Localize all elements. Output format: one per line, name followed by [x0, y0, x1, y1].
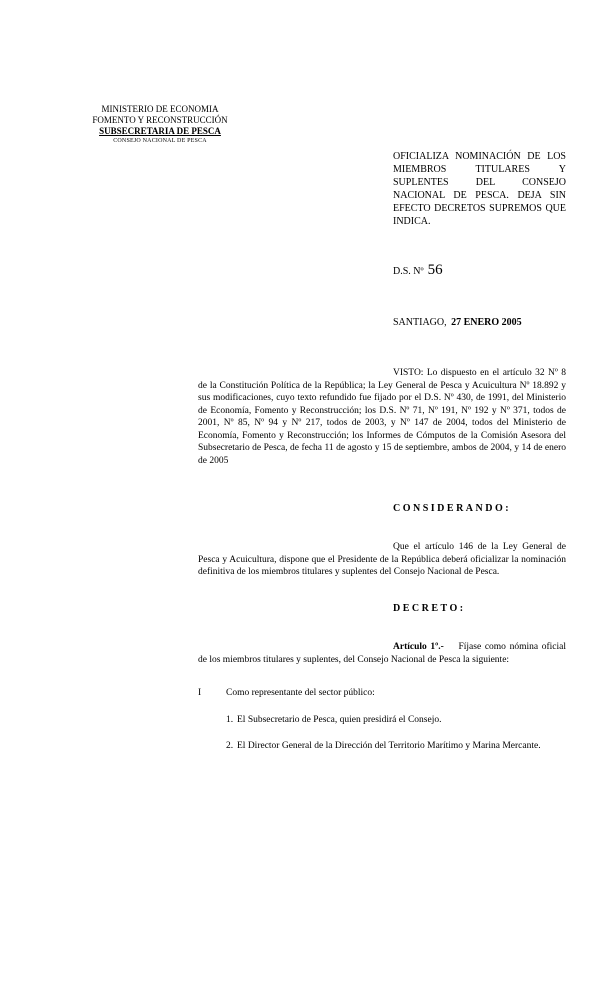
section-i-title: Como representante del sector público: [226, 688, 375, 698]
list-item [226, 714, 566, 727]
considerando-lead: Que el artículo 146 de la Ley General [393, 542, 553, 552]
considerando-paragraph [198, 541, 566, 579]
decree-number [393, 262, 443, 279]
section-i-label: I [198, 688, 202, 698]
considerando-body: de Pesca y Acuicultura, dispone que el Presidente de la República deberá oficializar la nominación definitiva de los miembros titulares y suplentes del Consejo Nacional de Pesca. [198, 542, 567, 577]
list-item-text: El Director General de la Dirección del Territorio Marítimo y Marina Mercante. [237, 741, 541, 751]
visto-lead: VISTO: Lo dispuesto en el artículo 32 [393, 368, 545, 378]
visto-body: Nº 8 de la Constitución Política de la República; la Ley General de Pesca y Acuicultura Nº 18.892 y sus modificaciones, cuyo texto refundido fue fijado por el D.S. Nº 430, de 1991, del Ministerio de Economía, Fomento y Reconstrucción; los D.S. Nº 71, Nº 191, Nº 192 y Nº 371, todos de 2001, Nº 85, Nº 94 y Nº 217, todos de 2003, y Nº 147 de 2004, todos del Ministerio de Economía, Fomento y Reconstrucción; los Informes de Cómputos de la Comisión Asesora del Subsecretario de Pesca, de fecha 11 de agosto y 15 de septiembre, ambos de 2004, y 14 de enero de 2005 [198, 368, 567, 466]
article-1-label: Artículo 1º.- [393, 642, 444, 652]
visto-paragraph [198, 367, 566, 467]
date-city: SANTIAGO, [393, 317, 447, 328]
decree-date [393, 317, 522, 328]
decreto-heading: DECRETO: [393, 603, 466, 614]
considerando-heading: CONSIDERANDO: [393, 503, 512, 514]
list-item-text: El Subsecretario de Pesca, quien presidirá el Consejo. [237, 715, 442, 725]
article-1-body: oficial de los miembros titulares y suplentes, del Consejo Nacional de Pesca la siguiente: [198, 642, 567, 665]
ministry-header [82, 104, 238, 146]
ministry-name: MINISTERIO DE ECONOMIA [101, 104, 219, 114]
list-item [226, 740, 566, 753]
list-item-number: 1. [226, 715, 234, 725]
date-value: 27 ENERO 2005 [451, 317, 522, 328]
ministry-name-2: FOMENTO Y RECONSTRUCCIÓN [92, 115, 228, 125]
list-item-number: 2. [226, 741, 234, 751]
article-1-paragraph [198, 641, 566, 666]
council-name: CONSEJO NACIONAL DE PESCA [113, 138, 207, 144]
undersecretariat-name: SUBSECRETARIA DE PESCA [99, 126, 221, 136]
decree-number-label: D.S. Nº [393, 266, 424, 277]
article-1-lead: Fíjase como nómina [458, 642, 539, 652]
decree-number-value: 56 [427, 262, 443, 278]
decree-abstract: OFICIALIZA NOMINACIÓN DE LOS MIEMBROS TITULARES Y SUPLENTES DEL CONSEJO NACIONAL DE PESCA. DEJA SIN EFECTO DECRETOS SUPREMOS QUE INDICA. [393, 151, 566, 227]
